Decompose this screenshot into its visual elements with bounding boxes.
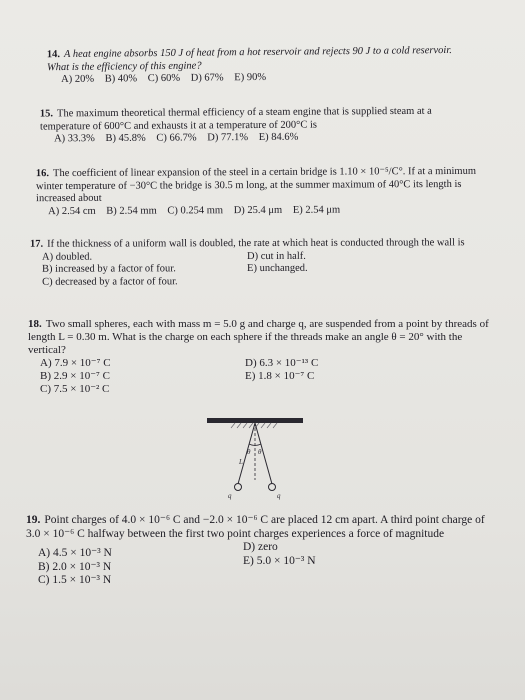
option-b[interactable]: B) 2.0 × 10⁻³ N [38,560,112,573]
option-d[interactable]: D) 25.4 μm [233,204,283,216]
answer-options [40,130,470,146]
option-a[interactable]: A) 4.5 × 10⁻³ N [38,547,112,559]
option-e[interactable]: E) 90% [234,71,267,84]
option-b[interactable]: B) increased by a factor of four. [42,263,176,275]
option-e[interactable]: E) 5.0 × 10⁻³ N [243,554,316,567]
question-15 [40,105,470,146]
option-c[interactable]: C) 1.5 × 10⁻³ N [38,574,112,586]
option-b[interactable]: B) 40% [104,73,138,85]
ceiling-bar [207,418,303,423]
question-17 [30,237,490,289]
answer-options [26,541,498,588]
option-e[interactable]: E) unchanged. [247,262,308,275]
question-stem: Point charges of 4.0 × 10⁻⁶ C and −2.0 × 10⁻⁶ C are placed 12 cm apart. A third point charge of 3.0 × 10⁻⁶ C halfway between the first two point charges experiences a force of magnitude [26,514,485,540]
suspended-spheres-figure [205,418,305,500]
option-c[interactable]: C) 60% [147,72,181,85]
option-b[interactable]: B) 45.8% [105,132,146,145]
option-c[interactable]: C) 7.5 × 10⁻² C [40,383,110,395]
question-number: 17. [29,238,44,250]
question-number: 18. [28,318,42,330]
right-sphere [269,484,276,491]
option-d[interactable]: D) 6.3 × 10⁻¹³ C [245,357,319,369]
question-number: 16. [35,168,50,180]
question-stem: If the thickness of a uniform wall is doubled, the rate at which heat is conducted through the wall is [47,237,465,250]
left-sphere-label: q [228,492,232,500]
question-stem: The coefficient of linear expansion of the steel in a certain bridge is 1.10 × 10⁻⁵/C°. If at a minimum winter temperature of −30°C the bridge is 30.5 m long, at the summer maximum of 40°C its length is increased about [35,165,477,205]
option-a[interactable]: A) 20% [61,73,95,86]
question-number: 19. [26,514,41,526]
question-stem: The maximum theoretical thermal efficiency of a steam engine that is supplied steam at a temperature of 600°C and exhausts it at a temperature of 200°C is [39,105,432,133]
theta-label-right: θ [258,448,262,456]
question-14 [47,45,467,87]
option-e[interactable]: E) 84.6% [258,131,299,143]
left-sphere [235,484,242,491]
option-a[interactable]: A) 33.3% [54,133,95,145]
question-number: 15. [39,108,54,120]
option-a[interactable]: A) 2.54 cm [48,205,96,217]
length-label: L [239,458,243,466]
answer-options [30,250,490,289]
option-d[interactable]: D) 77.1% [207,132,249,144]
theta-label-left: θ [247,448,251,456]
question-18 [28,318,498,396]
option-c[interactable]: C) decreased by a factor of four. [42,275,178,288]
option-b[interactable]: B) 2.54 mm [106,205,157,217]
question-19 [26,514,498,588]
option-a[interactable]: A) doubled. [41,251,93,263]
option-d[interactable]: D) zero [243,541,278,553]
option-c[interactable]: C) 66.7% [156,132,197,144]
option-a[interactable]: A) 7.9 × 10⁻⁷ C [40,357,111,369]
option-d[interactable]: D) 67% [190,72,224,84]
option-c[interactable]: C) 0.254 mm [167,204,224,216]
answer-options [28,357,498,396]
question-number: 14. [46,49,61,61]
right-sphere-label: q [277,492,281,500]
option-b[interactable]: B) 2.9 × 10⁻⁷ C [40,370,110,382]
question-16 [36,166,481,218]
option-d[interactable]: D) cut in half. [246,250,306,262]
option-e[interactable]: E) 1.8 × 10⁻⁷ C [245,370,315,382]
question-stem: Two small spheres, each with mass m = 5.0 g and charge q, are suspended from a point by threads of length L = 0.30 m. What is the charge on each sphere if the threads make an angle θ = 20° with the vertical? [28,318,489,356]
question-stem: A heat engine absorbs 150 J of heat from a hot reservoir and rejects 90 J to a cold reservoir. What is the efficiency of this engine? [46,44,452,73]
answer-options [36,203,481,218]
option-e[interactable]: E) 2.54 μm [292,204,341,216]
